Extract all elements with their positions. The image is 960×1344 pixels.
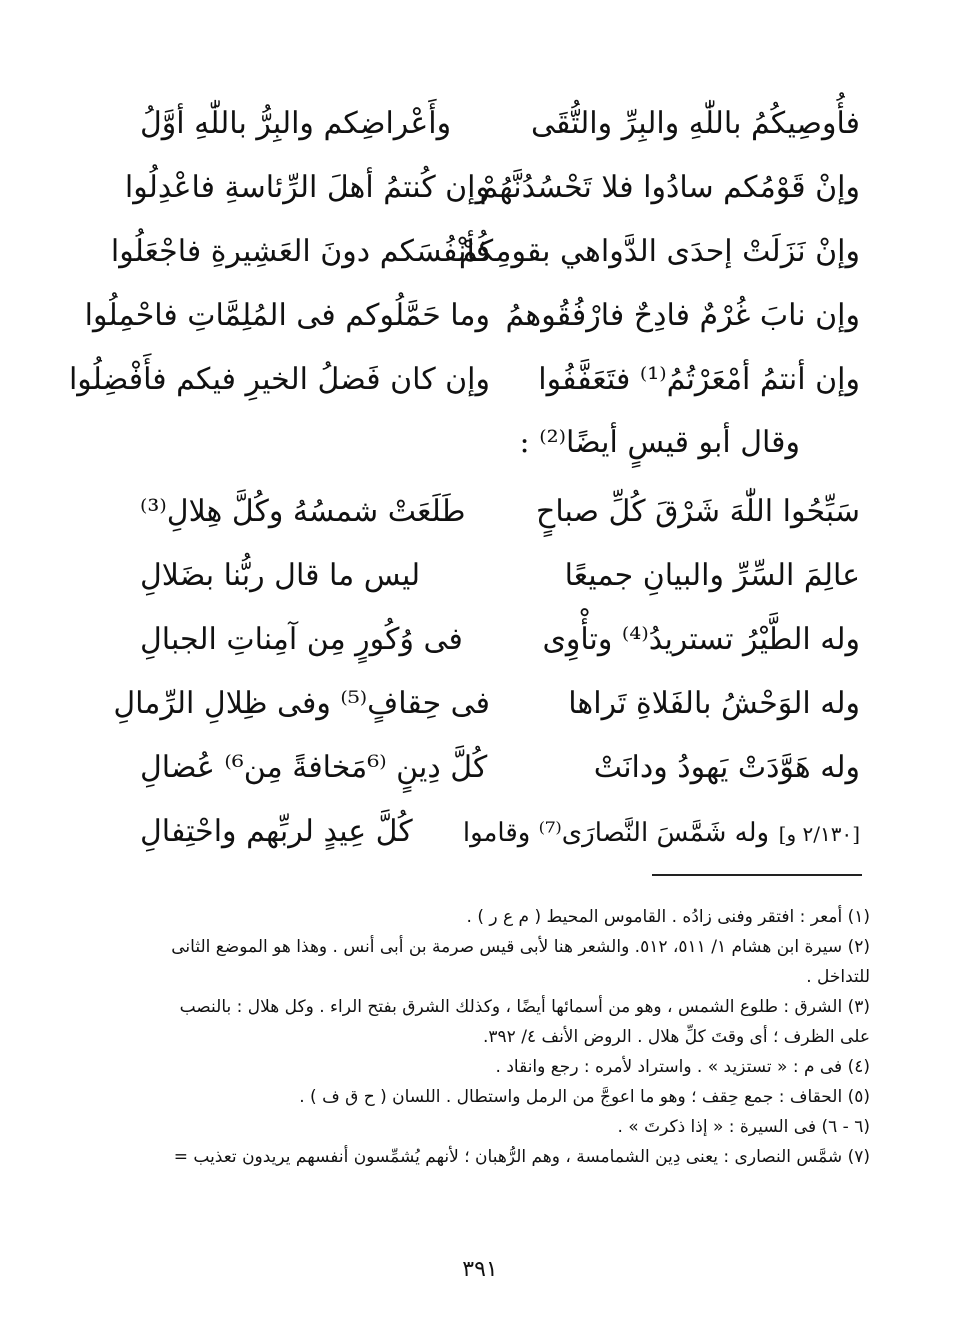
poem-intro: وقال أبو قيسٍ أيضًا⁽²⁾ :: [519, 425, 800, 460]
verse-first-hemistich: فأُوصِيكُمُ باللّٰهِ والبِرِّ والتُّقَى: [530, 106, 860, 141]
verse-second-hemistich: فى حِقافٍ⁽⁵⁾ وفى ظِلالِ الرِّمالِ: [113, 686, 490, 721]
manuscript-folio-ref: [٢/١٣٠ و]: [778, 822, 860, 846]
footnote-7: (٧) شمَّس النصارى : يعنى دِين الشمامسة ، وهم الرُّهبان ؛ لأنهم يُشمِّسون أنفسهم يريدون تعذيب =: [173, 1147, 870, 1167]
verse-line: [140, 608, 860, 672]
verse-line: [140, 736, 860, 800]
verse-second-hemistich: وما حَمَّلُوكم فى المُلِمَّاتِ فاحْمِلُوا: [84, 298, 490, 333]
footnote-6: (٦ - ٦) فى السيرة : « إذا ذكرتَ » .: [617, 1117, 870, 1137]
footnote-2-continued: للتداخل .: [806, 967, 870, 987]
verse-first-hemistich: عالِمَ السِّرِّ والبيانِ جميعًا: [564, 558, 860, 593]
footnote-3-continued: على الظرف ؛ أى وقتَ كلِّ هلال . الروض الأنف ٤/ ٣٩٢.: [482, 1027, 870, 1047]
verse-second-hemistich: ليس ما قال ربُّنا بضَلالِ: [140, 558, 421, 593]
verse-line: [140, 92, 860, 156]
verse-first-hemistich: وله الوَحْشُ بالفَلاةِ تَراها: [568, 686, 860, 721]
footnote-3: (٣) الشرق : طلوع الشمس ، وهو من أسمائها أيضًا ، وكذلك الشرق بفتح الراء . وكل هلال : بالنصب: [179, 997, 870, 1017]
verse-first-hemistich: وله هَوَّدَتْ يَهودُ ودانَتْ: [593, 750, 860, 785]
verse-first-hemistich: [462, 800, 860, 864]
verse-second-hemistich: وأَعْراضِكم والبِرُّ باللّٰهِ أوَّلُ: [140, 106, 452, 141]
footnote-1: (١) أمعر : افتقر وفنى زادُه . القاموس المحيط ( م ع ر ) .: [466, 907, 870, 927]
verse-line: [124, 156, 860, 220]
verse-line: [140, 544, 860, 608]
verse-second-hemistich: وإن كُنتمُ أهلَ الرِّئاسةِ فاعْدِلُوا: [124, 170, 490, 205]
footnotes: [100, 902, 870, 1172]
verse-second-hemistich: وإن كان فَضلُ الخيرِ فيكم فأَفْضِلُوا: [68, 362, 490, 397]
verse-line: [110, 220, 860, 284]
verse-second-hemistich: فأنْفُسَكم دونَ العَشِيرةِ فاجْعَلُوا: [110, 234, 490, 269]
verse-second-hemistich: طَلَعَتْ شمسُهُ وكُلَّ هِلالِ⁽³⁾: [140, 494, 466, 529]
verse-first-hemistich: وإن أنتمُ أمْعَرْتُمُ⁽¹⁾ فتَعَفَّفُوا: [538, 362, 860, 397]
verse-first-hemistich: سَبِّحُوا اللّٰهَ شَرْقَ كُلِّ صباحٍ: [535, 494, 860, 529]
verse-line: [113, 672, 860, 736]
verse-second-hemistich: كُلَّ دِينٍ ⁽⁶مَخافةً مِن⁶⁾ عُضالِ: [140, 750, 488, 785]
verse-line: [140, 480, 860, 544]
footnote-separator: [652, 874, 862, 876]
verse-line: [84, 284, 860, 348]
verse-first-hemistich: وإن نابَ غُرْمٌ فادِحٌ فارْفُقُوهمُ: [505, 298, 860, 333]
verse-first-hemistich-text: وله شَمَّسَ النَّصارَى⁽⁷⁾ وقاموا: [462, 818, 770, 848]
verse-first-hemistich: وله الطَّيْرُ تستريدُ⁽⁴⁾ وتأْوِى: [542, 622, 860, 657]
verse-first-hemistich: وإنْ نَزَلَتْ إحدَى الدَّواهي بقومِكُمْ: [458, 234, 860, 269]
verse-second-hemistich: كُلَّ عِيدٍ لربِّهم واحْتِفالِ: [140, 814, 413, 849]
verse-first-hemistich: وإنْ قَوْمُكم سادُوا فلا تَحْسُدُنَّهُمْ: [479, 170, 860, 205]
verse-line: [140, 800, 860, 864]
footnote-4: (٤) فى م : « تستزيد » . واستراد لأمره : رجع وانقاد .: [495, 1057, 870, 1077]
verse-second-hemistich: فى وُكُورٍ مِن آمِناتِ الجبالِ: [140, 622, 463, 657]
footnote-5: (٥) الحقاف : جمع حِقف ؛ وهو ما اعوجَّ من الرمل واستطال . اللسان ( ح ق ف ) .: [299, 1087, 870, 1107]
verse-line: [68, 348, 860, 412]
footnote-2: (٢) سيرة ابن هشام ١/ ٥١١، ٥١٢. والشعر هنا لأبى قيس صرمة بن أبى أنس . وهذا هو الموضع الثانى: [171, 937, 870, 957]
page-number: ٣٩١: [462, 1257, 498, 1282]
